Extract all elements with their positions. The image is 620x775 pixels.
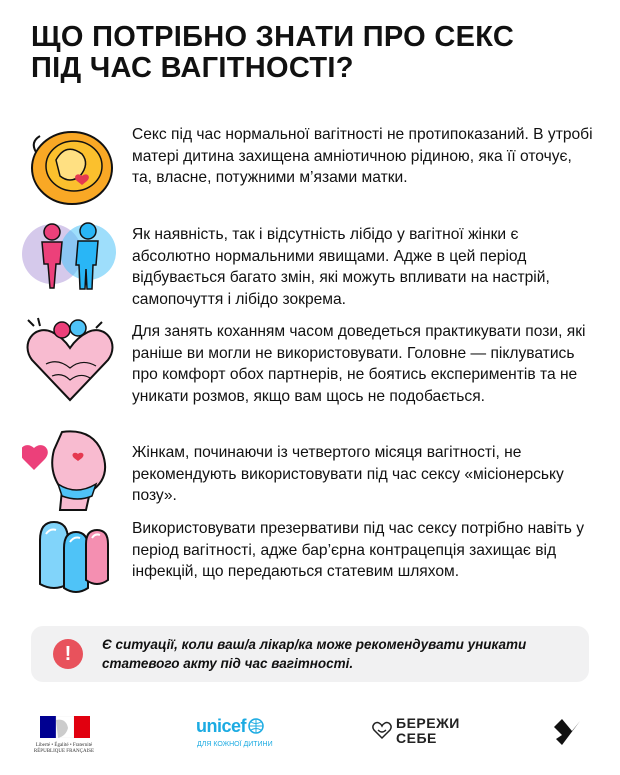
french-republic-logo [32, 716, 96, 756]
title-line-2: ПІД ЧАС ВАГІТНОСТІ? [31, 52, 354, 84]
warning-icon: ! [53, 639, 83, 669]
title-line-1: ЩО ПОТРІБНО ЗНАТИ ПРО СЕКС [31, 21, 515, 53]
french-republic-text: Liberté • Égalité • Fraternité RÉPUBLIQUE FRANÇAISE [33, 743, 95, 754]
checkmark-logo-icon [552, 717, 582, 745]
page-title [31, 22, 591, 84]
berezhy-text [396, 716, 460, 746]
condoms-icon [22, 514, 118, 600]
berezhy-line-2: СЕБЕ [396, 730, 437, 746]
unicef-tagline: ДЛЯ КОЖНОЇ ДИТИНИ [197, 741, 273, 748]
item-text: Жінкам, починаючи із четвертого місяця вагітності, не рекомендують використовувати під час сексу «місіонерську позу». [132, 444, 564, 504]
berezhy-sebe-logo [372, 716, 472, 752]
pregnant-body-icon [22, 428, 118, 514]
couple-icon [22, 214, 118, 300]
smiling-heart-icon [372, 720, 392, 740]
item-text: Як наявність, так і відсутність лібідо у вагітної жінки є абсолютно нормальними явищами. Адже в цей період відбувається багато змін, які можуть впливати на настрій, самопочуття і лібідо зокрема. [132, 226, 550, 308]
berezhy-line-1: БЕРЕЖИ [396, 715, 460, 731]
heart-couple-icon [22, 316, 118, 402]
warning-note [31, 626, 589, 682]
unicef-name: unicef [196, 716, 247, 736]
warning-text: Є ситуації, коли ваш/а лікар/ка може рекомендувати уникати статевого акту під час вагітності. [102, 637, 527, 671]
marianne-flag-icon [40, 716, 90, 738]
unicef-logo [196, 716, 276, 754]
item-text: Використовувати презервативи під час сексу потрібно навіть у період вагітності, адже бар’єрна контрацепція захищає від інфекцій, що передаються статевим шляхом. [132, 520, 585, 580]
item-text: Секс під час нормальної вагітності не протипоказаний. В утробі матері дитина захищена амніотичною рідиною, яка її оточує, та, власне, потужними м’язами матки. [132, 126, 593, 186]
item-text: Для занять коханням часом доведеться практикувати пози, які раніше ви могли не використовувати. Головне — піклуватись про комфорт обох партнерів, не боятись експериментів та не уникати розмов, якщо вам щось не подобається. [132, 323, 586, 405]
partner-logos [0, 700, 620, 760]
unicef-globe-icon [248, 718, 264, 734]
womb-icon [22, 122, 118, 208]
